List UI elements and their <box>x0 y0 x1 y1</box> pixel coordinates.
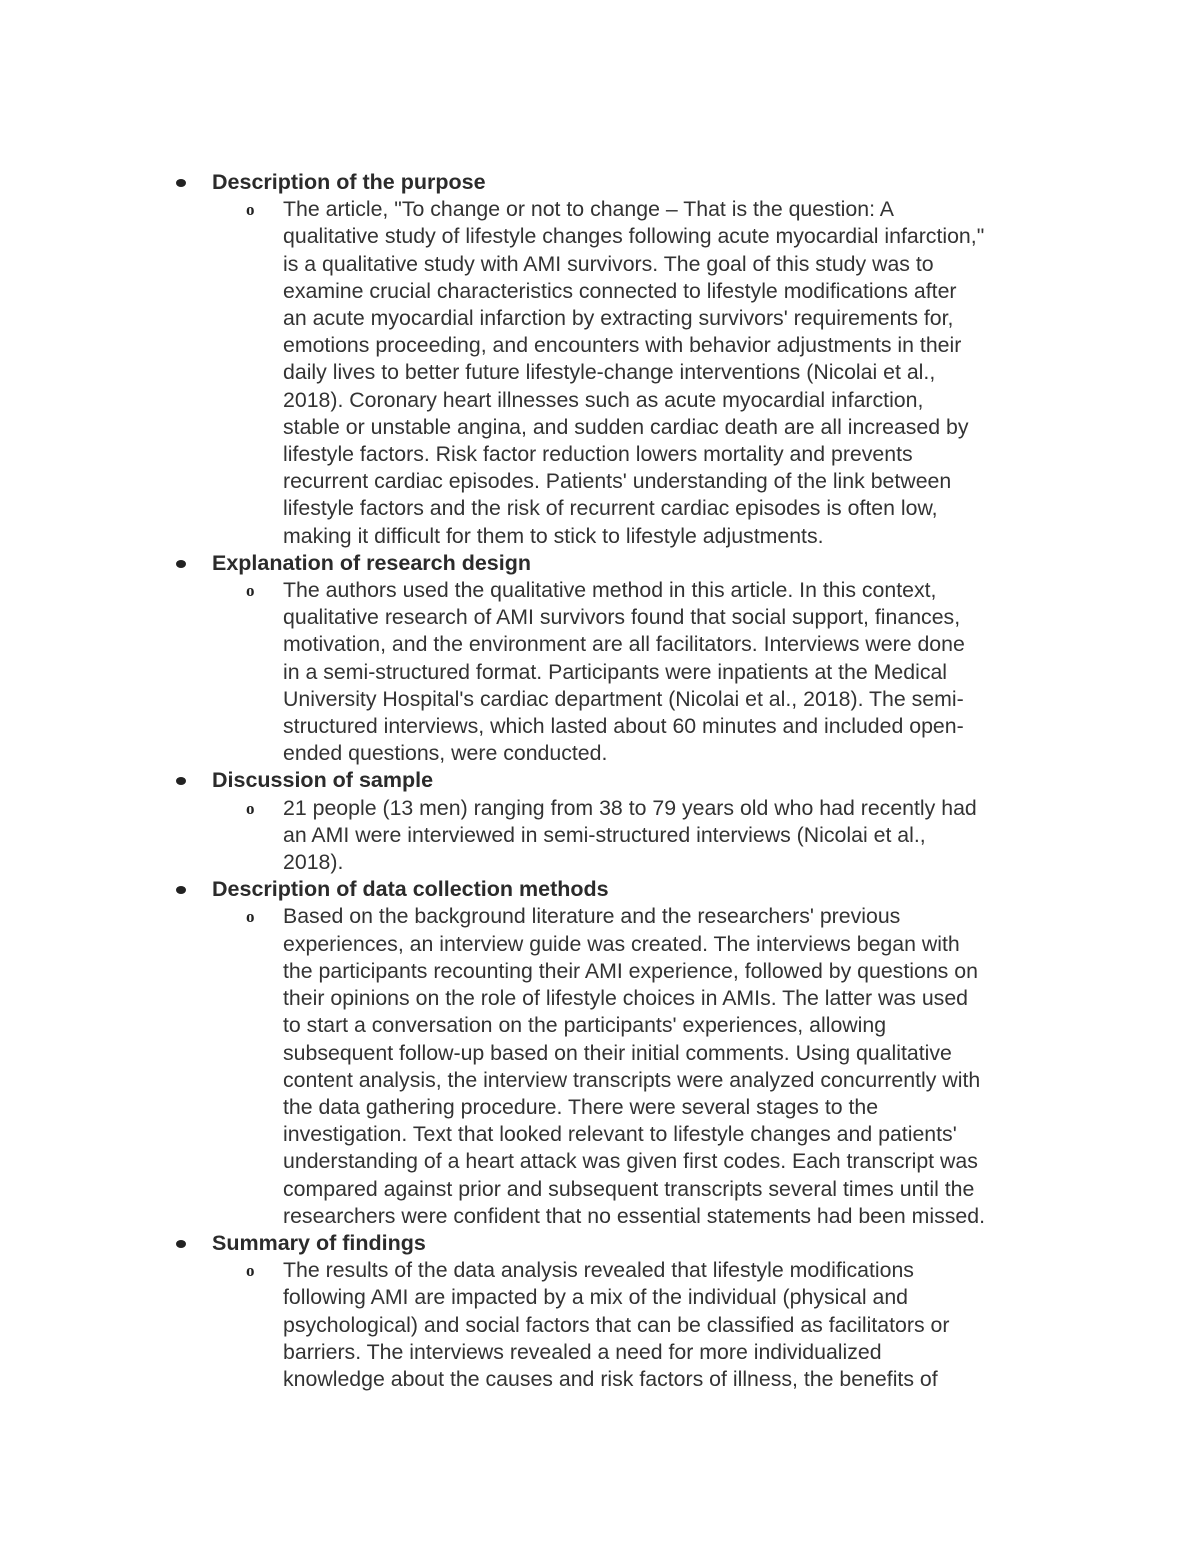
paragraph-line: barriers. The interviews revealed a need for more individualized <box>283 1339 882 1364</box>
sub-bullet-circle-icon: o <box>246 798 255 818</box>
sub-list <box>0 1257 1200 1393</box>
paragraph-line: understanding of a heart attack was given first codes. Each transcript was <box>283 1149 978 1174</box>
paragraph-line: 2018). <box>283 850 344 875</box>
bullet-disc-icon <box>176 886 186 894</box>
paragraph-line: The authors used the qualitative method in this article. In this context, <box>283 578 937 603</box>
section-heading: Description of data collection methods <box>212 877 609 902</box>
paragraph-line: structured interviews, which lasted about 60 minutes and included open- <box>283 714 964 739</box>
paragraph-line: following AMI are impacted by a mix of the individual (physical and <box>283 1285 909 1310</box>
paragraph-line: stable or unstable angina, and sudden cardiac death are all increased by <box>283 414 969 439</box>
paragraph-line: Based on the background literature and the researchers' previous <box>283 904 901 929</box>
section-paragraph <box>283 795 1063 877</box>
paragraph-line: the data gathering procedure. There were several stages to the <box>283 1094 879 1119</box>
paragraph-line: recurrent cardiac episodes. Patients' understanding of the link between <box>283 469 952 494</box>
sub-bullet-circle-icon: o <box>246 907 255 927</box>
bullet-disc-icon <box>176 777 186 785</box>
outline-section <box>0 767 1200 876</box>
paragraph-line: an AMI were interviewed in semi-structured interviews (Nicolai et al., <box>283 822 926 847</box>
section-paragraph <box>283 1257 1063 1393</box>
sub-list <box>0 196 1200 550</box>
paragraph-line: compared against prior and subsequent transcripts several times until the <box>283 1176 975 1201</box>
paragraph-line: content analysis, the interview transcripts were analyzed concurrently with <box>283 1067 981 1092</box>
paragraph-line: in a semi-structured format. Participants were inpatients at the Medical <box>283 659 948 684</box>
sub-list-item <box>0 903 1200 1229</box>
paragraph-line: qualitative research of AMI survivors found that social support, finances, <box>283 605 961 630</box>
paragraph-line: lifestyle factors. Risk factor reduction lowers mortality and prevents <box>283 442 913 467</box>
paragraph-line: daily lives to better future lifestyle-change interventions (Nicolai et al., <box>283 360 936 385</box>
paragraph-line: to start a conversation on the participants' experiences, allowing <box>283 1013 887 1038</box>
outline-section <box>0 550 1200 768</box>
paragraph-line: experiences, an interview guide was created. The interviews began with <box>283 931 960 956</box>
section-paragraph <box>283 196 1063 550</box>
outline-section <box>0 876 1200 1230</box>
section-paragraph <box>283 903 1063 1229</box>
sub-bullet-circle-icon: o <box>246 200 255 220</box>
bullet-disc-icon <box>176 560 186 568</box>
paragraph-line: knowledge about the causes and risk factors of illness, the benefits of <box>283 1366 938 1391</box>
sub-list-item <box>0 196 1200 550</box>
paragraph-line: lifestyle factors and the risk of recurrent cardiac episodes is often low, <box>283 496 938 521</box>
paragraph-line: The article, "To change or not to change – That is the question: A <box>283 197 894 222</box>
paragraph-line: the participants recounting their AMI experience, followed by questions on <box>283 958 978 983</box>
bullet-disc-icon <box>176 179 186 187</box>
paragraph-line: 21 people (13 men) ranging from 38 to 79 years old who had recently had <box>283 795 977 820</box>
sub-list-item <box>0 795 1200 877</box>
paragraph-line: is a qualitative study with AMI survivors. The goal of this study was to <box>283 251 934 276</box>
paragraph-line: ended questions, were conducted. <box>283 741 608 766</box>
section-heading: Explanation of research design <box>212 550 532 575</box>
paragraph-line: researchers were confident that no essential statements had been missed. <box>283 1203 986 1228</box>
section-heading: Discussion of sample <box>212 768 434 793</box>
paragraph-line: emotions proceeding, and encounters with behavior adjustments in their <box>283 333 962 358</box>
paragraph-line: examine crucial characteristics connected to lifestyle modifications after <box>283 278 957 303</box>
paragraph-line: making it difficult for them to stick to lifestyle adjustments. <box>283 523 824 548</box>
sub-list <box>0 795 1200 877</box>
paragraph-line: their opinions on the role of lifestyle choices in AMIs. The latter was used <box>283 986 969 1011</box>
paragraph-line: motivation, and the environment are all facilitators. Interviews were done <box>283 632 965 657</box>
paragraph-line: University Hospital's cardiac department (Nicolai et al., 2018). The semi- <box>283 686 964 711</box>
sub-list-item <box>0 577 1200 767</box>
section-heading: Description of the purpose <box>212 170 486 194</box>
paragraph-line: 2018). Coronary heart illnesses such as acute myocardial infarction, <box>283 387 924 412</box>
bullet-disc-icon <box>176 1240 186 1248</box>
sub-bullet-circle-icon: o <box>246 581 255 601</box>
section-paragraph <box>283 577 1063 767</box>
paragraph-line: investigation. Text that looked relevant to lifestyle changes and patients' <box>283 1122 957 1147</box>
outline-list <box>0 169 1200 1393</box>
sub-list <box>0 903 1200 1229</box>
sub-list-item <box>0 1257 1200 1393</box>
paragraph-line: psychological) and social factors that can be classified as facilitators or <box>283 1312 950 1337</box>
section-heading: Summary of findings <box>212 1230 426 1255</box>
sub-bullet-circle-icon: o <box>246 1261 255 1281</box>
paragraph-line: qualitative study of lifestyle changes following acute myocardial infarction," <box>283 224 985 249</box>
paragraph-line: an acute myocardial infarction by extracting survivors' requirements for, <box>283 306 954 331</box>
outline-section <box>0 169 1200 550</box>
paragraph-line: The results of the data analysis revealed that lifestyle modifications <box>283 1258 914 1283</box>
outline-section <box>0 1230 1200 1393</box>
sub-list <box>0 577 1200 767</box>
paragraph-line: subsequent follow-up based on their initial comments. Using qualitative <box>283 1040 952 1065</box>
